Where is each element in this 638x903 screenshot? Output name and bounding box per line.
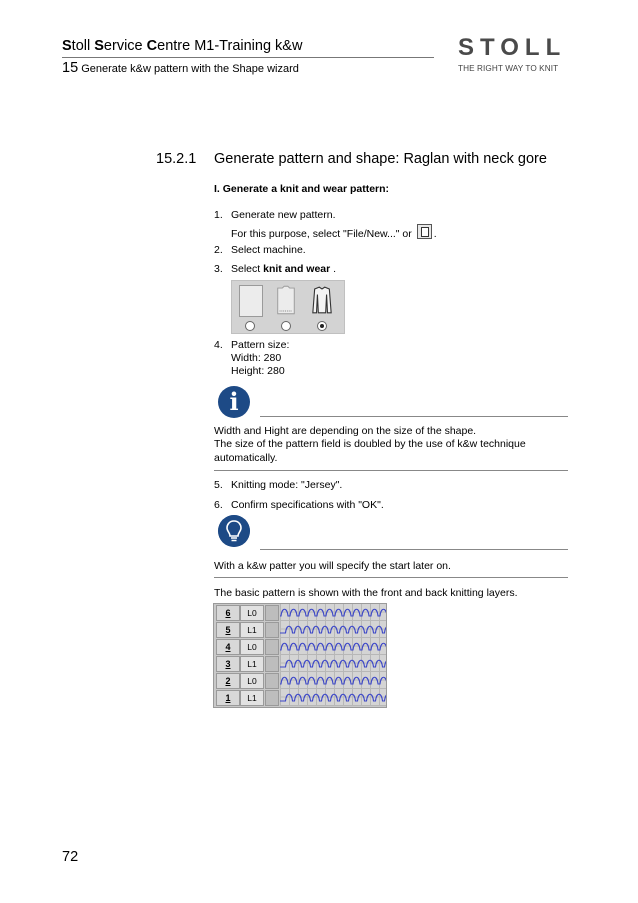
step-3-text: Select knit and wear .: [231, 263, 337, 275]
tip-end-rule: [214, 577, 568, 578]
option-flat-panel[interactable]: [239, 285, 263, 317]
step-6-text: Confirm specifications with "OK".: [231, 499, 384, 511]
flat-panel-icon: [239, 285, 263, 317]
row-layer: L0: [240, 639, 264, 655]
header-rule: [62, 57, 434, 58]
pattern-row[interactable]: [214, 621, 386, 638]
step-1-detail: For this purpose, select "File/New..." or .: [231, 224, 437, 241]
stitch-loops: [280, 638, 386, 655]
pattern-type-selector[interactable]: [231, 280, 345, 334]
row-stitch-grid[interactable]: [280, 638, 386, 655]
step-1-number: 1.: [214, 209, 223, 221]
row-number: 3: [216, 656, 240, 672]
knit-and-wear-icon: [311, 285, 333, 315]
row-stitch-grid[interactable]: [280, 604, 386, 621]
row-number: 6: [216, 605, 240, 621]
stitch-loops: [280, 672, 386, 689]
section-title: Generate pattern and shape: Raglan with neck gore: [214, 151, 547, 167]
row-control[interactable]: [265, 605, 279, 621]
tip-note-line-1: With a k&w patter you will specify the start later on.: [214, 560, 451, 572]
stitch-path: [280, 609, 386, 616]
new-file-icon[interactable]: [417, 224, 432, 239]
basic-pattern-view[interactable]: [213, 603, 387, 708]
row-number: 1: [216, 690, 240, 706]
stitch-path: [280, 677, 386, 684]
stitch-path: [280, 660, 386, 667]
info-icon: i: [218, 386, 250, 418]
pattern-width: Width: 280: [231, 352, 282, 364]
stitch-path: [280, 626, 386, 633]
step-1-text: Generate new pattern.: [231, 209, 336, 221]
stitch-path: [280, 643, 386, 650]
logo-wordmark: STOLL: [458, 34, 567, 61]
page-number: 72: [62, 849, 79, 865]
stitch-loops: [280, 689, 386, 706]
row-control[interactable]: [265, 656, 279, 672]
step-5-number: 5.: [214, 479, 223, 491]
chapter-heading: [62, 60, 299, 76]
stitch-loops: [280, 655, 386, 672]
row-stitch-grid[interactable]: [280, 655, 386, 672]
row-control[interactable]: [265, 622, 279, 638]
lightbulb-icon: [218, 515, 250, 547]
stitch-loops: [280, 604, 386, 621]
pattern-row[interactable]: [214, 689, 386, 706]
step-3-number: 3.: [214, 263, 223, 275]
row-layer: L1: [240, 690, 264, 706]
row-stitch-grid[interactable]: [280, 689, 386, 706]
row-layer: L0: [240, 605, 264, 621]
row-control[interactable]: [265, 690, 279, 706]
shaped-panel-icon: [275, 285, 297, 315]
option-knit-and-wear[interactable]: [311, 285, 335, 317]
pattern-height: Height: 280: [231, 365, 285, 377]
row-number: 4: [216, 639, 240, 655]
document-header-title: Stoll Service Centre M1-Training k&w: [62, 38, 303, 54]
logo-slogan: THE RIGHT WAY TO KNIT: [458, 64, 559, 73]
sub-heading: I. Generate a knit and wear pattern:: [214, 183, 390, 195]
radio-flat-panel[interactable]: [245, 321, 255, 331]
info-note-line-2: The size of the pattern field is doubled by the use of k&w technique: [214, 438, 526, 450]
stitch-path: [280, 694, 386, 701]
step-4-number: 4.: [214, 339, 223, 351]
pattern-row[interactable]: [214, 638, 386, 655]
row-layer: L1: [240, 656, 264, 672]
row-control[interactable]: [265, 673, 279, 689]
stoll-logo: [458, 36, 570, 73]
row-number: 2: [216, 673, 240, 689]
row-layer: L1: [240, 622, 264, 638]
row-number: 5: [216, 622, 240, 638]
pattern-row[interactable]: [214, 672, 386, 689]
stitch-loops: [280, 621, 386, 638]
row-stitch-grid[interactable]: [280, 672, 386, 689]
info-note-line-1: Width and Hight are depending on the size of the shape.: [214, 425, 477, 437]
pattern-row[interactable]: [214, 604, 386, 621]
row-stitch-grid[interactable]: [280, 621, 386, 638]
info-rule: [260, 416, 568, 417]
pattern-row[interactable]: [214, 655, 386, 672]
chapter-number: 15: [62, 60, 79, 76]
step-6-number: 6.: [214, 499, 223, 511]
step-2-text: Select machine.: [231, 244, 306, 256]
option-shaped-panel[interactable]: [275, 285, 299, 317]
info-note-line-3: automatically.: [214, 452, 278, 464]
step-4-text: Pattern size:: [231, 339, 290, 351]
radio-shaped-panel[interactable]: [281, 321, 291, 331]
info-end-rule: [214, 470, 568, 471]
row-layer: L0: [240, 673, 264, 689]
tip-rule: [260, 549, 568, 550]
row-control[interactable]: [265, 639, 279, 655]
step-5-text: Knitting mode: "Jersey".: [231, 479, 343, 491]
chapter-title: Generate k&w pattern with the Shape wizard: [78, 63, 299, 75]
section-number: 15.2.1: [156, 151, 197, 167]
basic-pattern-caption: The basic pattern is shown with the front and back knitting layers.: [214, 587, 518, 599]
step-2-number: 2.: [214, 244, 223, 256]
radio-knit-and-wear[interactable]: [317, 321, 327, 331]
